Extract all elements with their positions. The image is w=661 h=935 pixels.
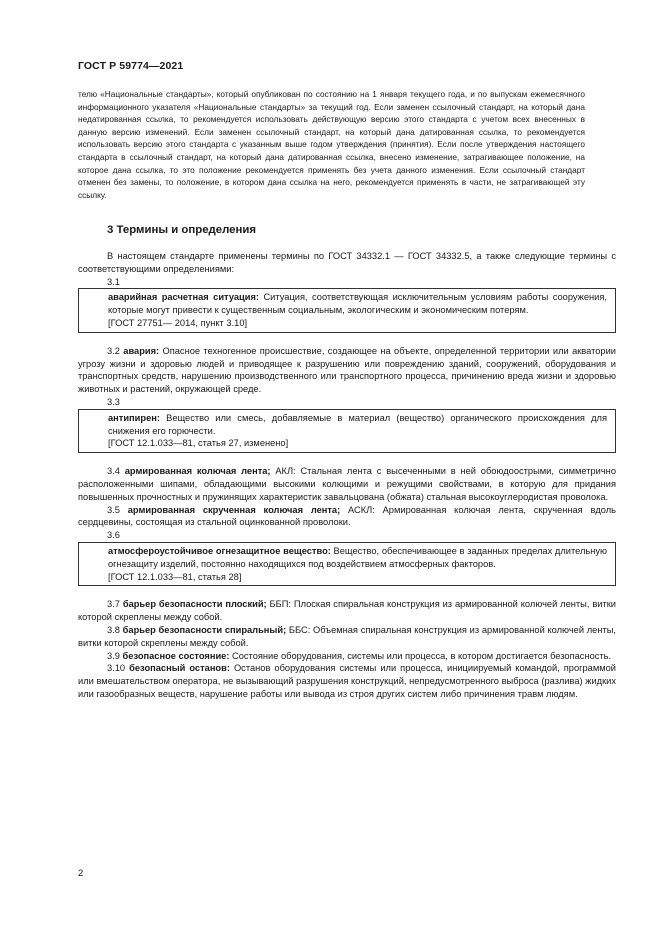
term-definition: АКЛ: Стальная лента с высеченными в ней обоюдоострыми, симметрично расположенными шипами, обладающими высокими колющими и режущими свойствами, в которую для придания повышенных прочностных и пружинящих характеристик завальцована (обжата) стальная высокоуглеродистая проволока. <box>78 466 616 502</box>
term-3-4 <box>78 465 616 503</box>
term-3-10 <box>78 662 616 700</box>
term-definition: Состояние оборудования, системы или процесса, в котором достигается безопасность. <box>229 650 612 661</box>
term-number: 3.9 <box>107 650 120 661</box>
term-3-9 <box>78 650 616 663</box>
term-number: 3.2 <box>107 345 120 356</box>
term-3-7 <box>78 598 616 624</box>
term-number: 3.10 <box>107 663 126 674</box>
term-name: антипирен: <box>108 412 160 423</box>
term-name: барьер безопасности спиральный; <box>122 624 287 635</box>
term-name: авария: <box>123 345 160 356</box>
term-definition: Останов оборудования системы или процесса, инициируемый командой, программой или вмешательством оператора, не вызывающий разрушения конструкций, непредусмотренного выброса (разлива) жидких или газообразных веществ, нарушение работы или вывода из строя других систем либо причинения травм людям. <box>78 663 616 699</box>
term-name: безопасный останов: <box>129 663 230 674</box>
term-reference: [ГОСТ 12.1.033—81, статья 27, изменено] <box>108 438 289 449</box>
term-reference: [ГОСТ 12.1.033—81, статья 28] <box>108 571 242 582</box>
section-title: 3 Термины и определения <box>107 224 257 236</box>
term-name: армированная скрученная колючая лента; <box>127 504 341 515</box>
term-name: армированная колючая лента; <box>124 466 271 477</box>
section-intro: В настоящем стандарте применены термины по ГОСТ 34332.1 — ГОСТ 34332.5, а также следующие термины с соответствующими определениями: <box>78 251 616 274</box>
term-definition: Вещество или смесь, добавляемые в материал (вещество) органического происхождения для снижения его горючести. <box>108 412 607 436</box>
document-header: ГОСТ Р 59774—2021 <box>78 60 184 72</box>
term-number: 3.8 <box>107 624 120 635</box>
term-name: аварийная расчетная ситуация: <box>108 292 259 303</box>
term-definition: АСКЛ: Армированная колючая лента, скрученная вдоль сердцевины, состоящая из стальной оцинкованной проволоки. <box>78 504 616 528</box>
term-definition: ББС: Объемная спиральная конструкция из армированной колючей ленты, витки которой скреплены между собой. <box>78 624 616 648</box>
term-name: безопасное состояние: <box>122 650 230 661</box>
term-box-3-3 <box>78 409 616 453</box>
term-definition: ББП: Плоская спиральная конструкция из армированной колючей ленты, витки которой скреплены между собой. <box>78 599 616 623</box>
term-name: барьер безопасности плоский; <box>122 599 267 610</box>
term-number-3-3: 3.3 <box>107 396 120 407</box>
term-definition: Опасное техногенное происшествие, создающее на объекте, определенной территории или акватории угрозу жизни и здоровью людей и приводящее к разрушению или повреждению зданий, сооружений, оборудования и транспортных средств, нарушению производственного или транспортного процесса, причинению вреда жизни и здоровью животных и растений, окружающей среде. <box>78 345 616 395</box>
term-box-3-6 <box>78 542 616 586</box>
terms-content <box>78 250 616 701</box>
term-number-3-6: 3.6 <box>107 530 120 541</box>
term-definition: Вещество, обеспечивающее в заданных пределах длительную огнезащиту изделий, постоянно находящихся под воздействием атмосферных факторов. <box>108 545 608 569</box>
term-number: 3.7 <box>107 599 120 610</box>
term-reference: [ГОСТ 27751— 2014, пункт 3.10] <box>108 317 248 328</box>
term-3-8 <box>78 624 616 650</box>
term-definition: Ситуация, соответствующая исключительным условиям работы сооружения, которые могут привести к существенным социальным, экологическим и экономическим потерям. <box>108 292 607 316</box>
term-number: 3.5 <box>107 504 120 515</box>
term-3-5 <box>78 504 616 530</box>
term-box-3-1 <box>78 288 616 332</box>
intro-paragraph: телю «Национальные стандарты», который опубликован по состоянию на 1 января текущего года, и по выпускам ежемесячного информационного указателя «Национальные стандарты» за текущий год. Если заменен ссылочный стандарт, на который дана недатированная ссылка, то рекомендуется использовать действующую версию этого стандарта с учетом всех внесенных в данную версию изменений. Если заменен ссылочный стандарт, на который дана датированная ссылка, то рекомендуется использовать версию этого стандарта с указанным выше годом утверждения (принятия). Если после утверждения настоящего стандарта в ссылочный стандарт, на который дана датированная ссылка, внесено изменение, затрагивающее положение, на которое дана ссылка, то это положение рекомендуется применять без учета данного изменения. Если ссылочный стандарт отменен без замены, то положение, в котором дана ссылка на него, рекомендуется применять в части, не затрагивающей эту ссылку. <box>78 89 585 200</box>
term-name: атмосфероустойчивое огнезащитное вещество: <box>108 545 331 556</box>
term-number: 3.4 <box>107 466 120 477</box>
page-number: 2 <box>78 868 84 879</box>
term-3-2 <box>78 345 616 396</box>
term-number-3-1: 3.1 <box>107 276 120 287</box>
